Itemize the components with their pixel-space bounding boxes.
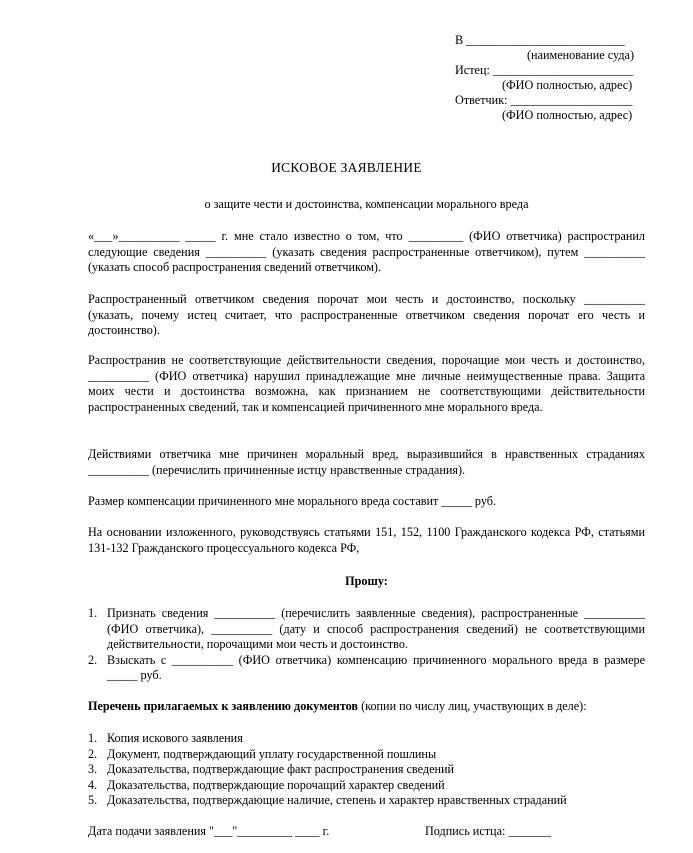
plaintiff-caption: (ФИО полностью, адрес) — [502, 78, 633, 92]
plaintiff-signature: Подпись истца: _______ — [425, 824, 552, 838]
document-subtitle: о защите чести и достоинства, компенсации морального вреда — [204, 197, 529, 211]
attachment-item: 2. Документ, подтверждающий уплату государственной пошлины — [88, 746, 437, 761]
request-item: 1. Признать сведения __________ (перечислить заявленные сведения), распространенные __________ (ФИО ответчика), __________ (дату и способ распространения сведений) не соответствующими действительности, порочащими мои честь и достоинство. — [88, 606, 645, 651]
plaintiff-line: Истец: _______________________ — [455, 63, 634, 77]
request-heading: Прошу: — [345, 574, 388, 588]
attachment-item: 1. Копия искового заявления — [88, 731, 243, 745]
footer — [88, 824, 552, 839]
paragraph-5: Размер компенсации причиненного мне морального вреда составит _____ руб. — [88, 494, 497, 508]
defendant-caption: (ФИО полностью, адрес) — [502, 108, 633, 122]
request-item: 2. Взыскать с __________ (ФИО ответчика) компенсацию причиненного морального вреда в размере _____ руб. — [88, 652, 645, 682]
court-line: В __________________________ — [455, 33, 625, 47]
paragraph-4: Действиями ответчика мне причинен моральный вред, выразившийся в нравственных страданиях __________ (перечислить причиненные истцу нравственные страдания). — [88, 447, 645, 477]
document-title: ИСКОВОЕ ЗАЯВЛЕНИЕ — [271, 160, 422, 175]
attachment-item: 5. Доказательства, подтверждающие наличие, степень и характер нравственных страданий — [88, 793, 567, 807]
court-caption: (наименование суда) — [527, 48, 634, 62]
attachments-heading: Перечень прилагаемых к заявлению документов (копии по числу лиц, участвующих в деле): — [88, 699, 587, 713]
filing-date: Дата подачи заявления "___"_________ ____ г. — [88, 824, 330, 838]
attachment-item: 4. Доказательства, подтверждающие порочащий характер сведений — [88, 777, 445, 792]
paragraph-1: «___»__________ _____ г. мне стало известно о том, что _________ (ФИО ответчика) распространил следующие сведения __________ (указать сведения распространенные ответчиком), путем __________ (указать способ распространения сведений ответчиком). — [88, 229, 645, 274]
attachments-list — [88, 731, 645, 809]
defendant-line: Ответчик: ____________________ — [455, 93, 633, 107]
paragraph-6: На основании изложенного, руководствуясь статьями 151, 152, 1100 Гражданского кодекса РФ, статьями 131-132 Гражданского процессуального кодекса РФ, — [88, 525, 645, 555]
attachment-item: 3. Доказательства, подтверждающие факт распространения сведений — [88, 762, 455, 776]
header-block — [455, 33, 655, 123]
paragraph-2: Распространенный ответчиком сведения порочат мои честь и достоинство, поскольку __________ (указать, почему истец считает, что распространенные ответчиком сведения порочат его честь и достоинство). — [88, 292, 645, 337]
request-list — [88, 606, 645, 684]
paragraph-3: Распространив не соответствующие действительности сведения, порочащие мои честь и достоинство, __________ (ФИО ответчика) нарушил принадлежащие мне личные неимущественные права. Защита моих чести и достоинства возможна, как признанием не соответствующими действительности распространенных сведений, так и компенсацией причиненного мне морального вреда. — [88, 353, 645, 414]
